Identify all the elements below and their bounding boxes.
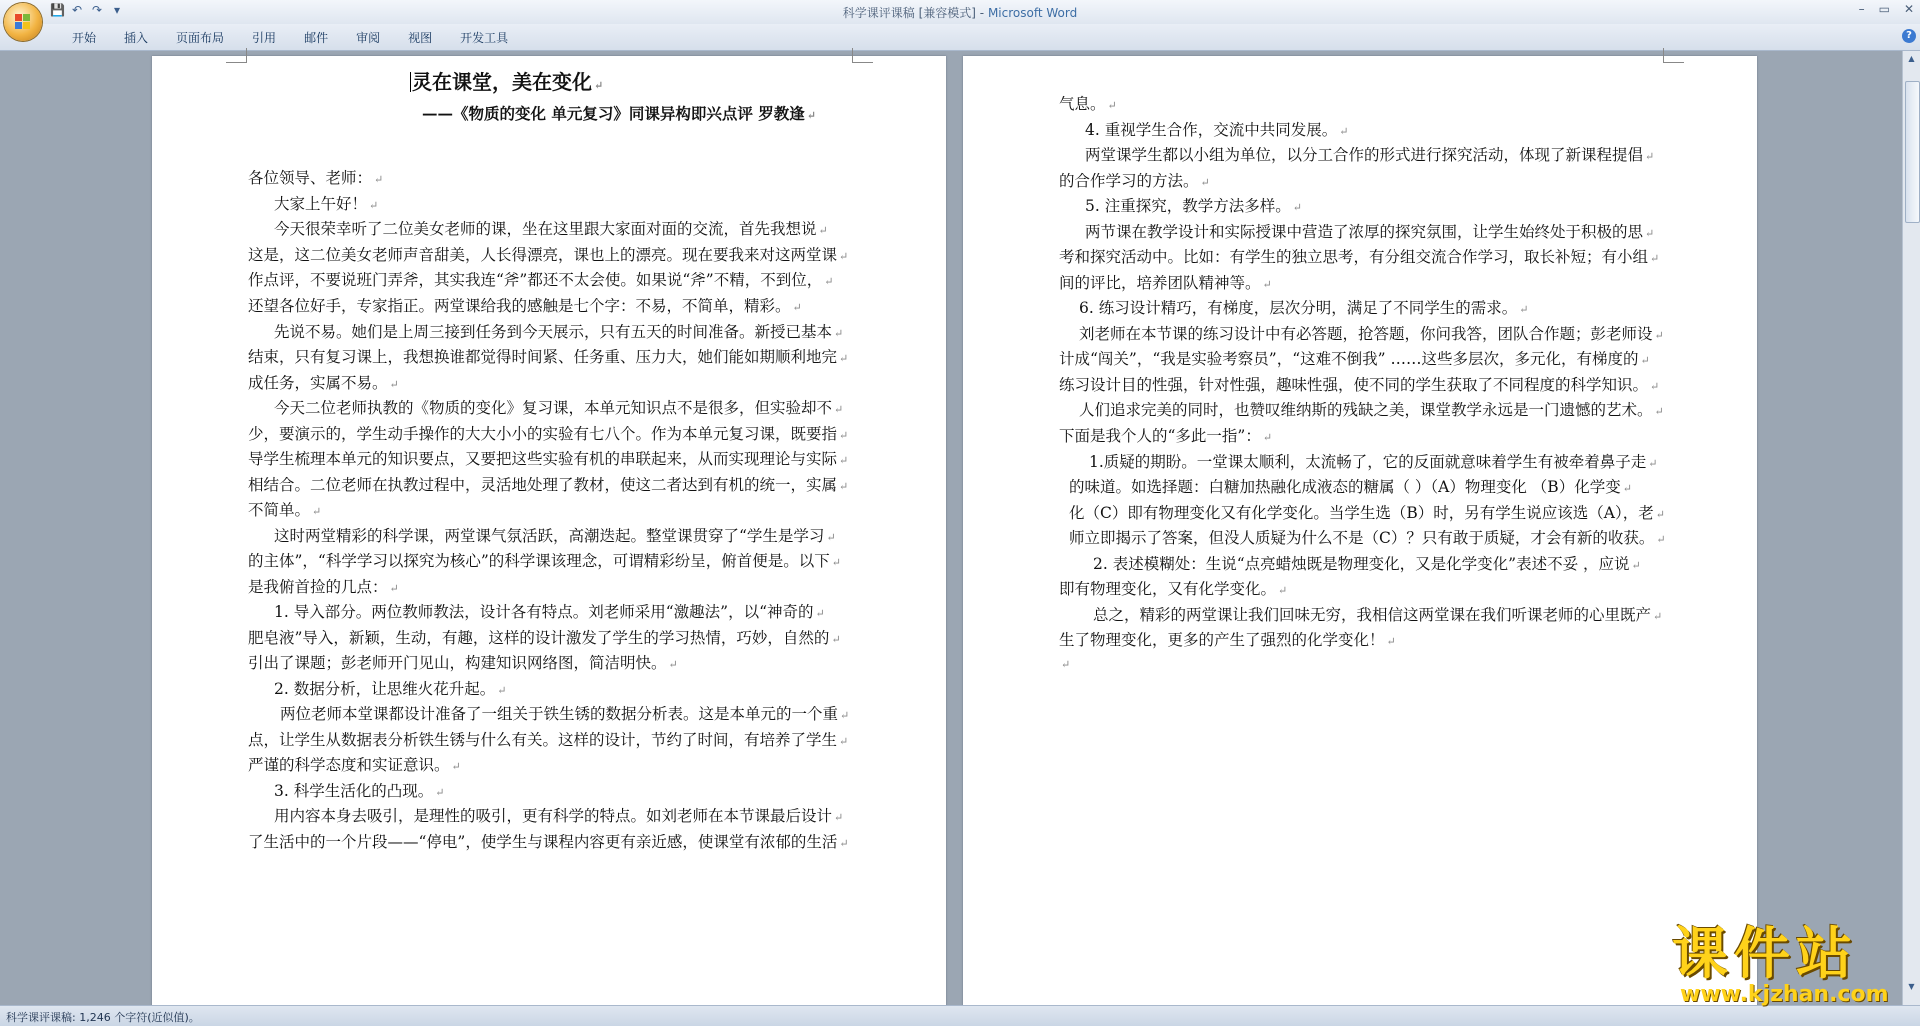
paragraph-mark: ↵: [831, 633, 841, 646]
paragraph-mark: ↵: [668, 658, 678, 671]
paragraph-line: 生了物理变化，更多的产生了强烈的化学变化！ ↵: [1059, 631, 1396, 649]
paragraph-mark: ↵: [839, 250, 849, 263]
paragraph-line: 2. 数据分析，让思维火花升起。 ↵: [274, 680, 507, 698]
paragraph-mark: ↵: [839, 837, 849, 850]
paragraph-mark: ↵: [831, 556, 841, 569]
paragraph-line: 两堂课学生都以小组为单位，以分工合作的形式进行探究活动，体现了新课程提倡 ↵: [1085, 146, 1655, 164]
document-subtitle: ——《物质的变化 单元复习》同课异构即兴点评 罗教逢 ↵: [422, 104, 817, 123]
paragraph-mark: ↵: [1339, 125, 1349, 138]
scrollbar-thumb[interactable]: [1905, 81, 1920, 223]
office-button[interactable]: [4, 3, 42, 41]
paragraph-mark: ↵: [497, 684, 507, 697]
paragraph-line: 大家上午好！ ↵: [274, 195, 379, 213]
ribbon-tab-bar: [0, 24, 1920, 51]
paragraph-line: 少，要演示的，学生动手操作的大大小小的实验有七八个。作为本单元复习课，既要指 ↵: [248, 425, 849, 443]
paragraph-mark: ↵: [834, 327, 844, 340]
paragraph-line: 2. 表述模糊处：生说“点亮蜡烛既是物理变化，又是化学变化”表述不妥 ，应说 ↵: [1093, 555, 1641, 573]
redo-icon[interactable]: ↷: [91, 3, 103, 17]
paragraph-mark: ↵: [834, 403, 844, 416]
paragraph-line: 相结合。二位老师在执教过程中，灵活地处理了教材，使这二者达到有机的统一，实属 ↵: [248, 476, 849, 494]
text-cursor: [410, 72, 411, 92]
paragraph-line: 5. 注重探究，教学方法多样。 ↵: [1085, 197, 1302, 215]
paragraph-mark: ↵: [792, 301, 802, 314]
site-watermark: [1668, 922, 1908, 1007]
paragraph-line: 成任务，实属不易。 ↵: [248, 374, 399, 392]
paragraph-line: 严谨的科学态度和实证意识。 ↵: [248, 756, 461, 774]
undo-icon[interactable]: ↶: [71, 3, 83, 17]
watermark-url: www.kjzhan.com: [1680, 982, 1889, 1007]
paragraph-mark: ↵: [312, 505, 322, 518]
help-button[interactable]: ?: [1902, 29, 1916, 43]
paragraph-mark: ↵: [824, 275, 834, 288]
paragraph-line: 结束，只有复习课上，我想换谁都觉得时间紧、任务重、压力大，她们能如期顺利地完 ↵: [248, 348, 849, 366]
paragraph-mark: ↵: [1200, 176, 1210, 189]
paragraph-mark: ↵: [1262, 278, 1272, 291]
status-bar: [0, 1005, 1920, 1026]
watermark-logo-text: 课件站: [1672, 922, 1858, 987]
paragraph-line: 考和探究活动中。比如：有学生的独立思考，有分组交流合作学习，取长补短；有小组 ↵: [1059, 248, 1660, 266]
ribbon-tab[interactable]: 邮件: [304, 31, 329, 45]
paragraph-line: 练习设计目的性强，针对性强，趣味性强，使不同的学生获取了不同程度的科学知识。 ↵: [1059, 376, 1660, 394]
paragraph-line: 师立即揭示了答案，但没人质疑为什么不是（C）？只有敢于质疑，才会有新的收获。 ↵: [1069, 529, 1666, 547]
paragraph-line: 是我俯首捡的几点： ↵: [248, 578, 399, 596]
ribbon-tab[interactable]: 页面布局: [176, 31, 225, 45]
paragraph-line: 人们追求完美的同时，也赞叹维纳斯的残缺之美，课堂教学永远是一门遗憾的艺术。 ↵: [1079, 401, 1664, 419]
paragraph-mark: ↵: [374, 173, 384, 186]
paragraph-mark: ↵: [840, 709, 850, 722]
paragraph-mark: ↵: [839, 352, 849, 365]
paragraph-line: 计成“闯关”，“我是实验考察员”，“这难不倒我” ……这些多层次，多元化，有梯度的 ↵: [1059, 350, 1650, 368]
paragraph-line: 点，让学生从数据表分析铁生锈与什么有关。这样的设计，节约了时间，有培养了学生 ↵: [248, 731, 849, 749]
paragraph-mark: ↵: [1640, 354, 1650, 367]
paragraph-mark: ↵: [1656, 533, 1666, 546]
paragraph-line: [1059, 654, 1070, 672]
paragraph-mark: ↵: [1631, 559, 1641, 572]
paragraph-line: 两位老师本堂课都设计准备了一组关于铁生锈的数据分析表。这是本单元的一个重 ↵: [280, 705, 850, 723]
paragraph-line: 3. 科学生活化的凸现。 ↵: [274, 782, 445, 800]
paragraph-mark: ↵: [1653, 610, 1663, 623]
paragraph-mark: ↵: [1655, 508, 1665, 521]
ribbon-tab[interactable]: 视图: [408, 31, 433, 45]
paragraph-line: 1. 导入部分。两位教师教法，设计各有特点。刘老师采用“激趣法”，以“神奇的 ↵: [274, 603, 825, 621]
paragraph-mark: ↵: [839, 454, 849, 467]
paragraph-line: 1.质疑的期盼。一堂课太顺利，太流畅了，它的反面就意味着学生有被牵着鼻子走 ↵: [1089, 453, 1658, 471]
word-count-status[interactable]: 科学课评课稿: 1,246 个字符(近似值)。: [6, 1011, 200, 1024]
paragraph-mark: ↵: [451, 760, 461, 773]
paragraph-line: 各位领导、老师： ↵: [248, 169, 384, 187]
paragraph-mark: ↵: [1622, 482, 1632, 495]
paragraph-mark: ↵: [1292, 201, 1302, 214]
paragraph-mark: ↵: [834, 811, 844, 824]
paragraph-line: 先说不易。她们是上周三接到任务到今天展示，只有五天的时间准备。新授已基本 ↵: [274, 323, 844, 341]
document-title: 科学课评课稿 [兼容模式]: [842, 6, 976, 20]
paragraph-line: 了生活中的一个片段——“停电”，使学生与课程内容更有亲近感，使课堂有浓郁的生活 ↵: [248, 833, 849, 851]
crop-mark: [1663, 48, 1684, 63]
paragraph-line: 今天二位老师执教的《物质的变化》复习课，本单元知识点不是很多，但实验却不 ↵: [274, 399, 844, 417]
paragraph-line: 两节课在教学设计和实际授课中营造了浓厚的探究氛围，让学生始终处于积极的思 ↵: [1085, 223, 1655, 241]
window-title: [0, 4, 1920, 21]
paragraph-mark: ↵: [839, 429, 849, 442]
title-bar: [0, 0, 1920, 24]
document-page-1[interactable]: [152, 56, 946, 1007]
paragraph-line: 用内容本身去吸引，是理性的吸引，更有科学的特点。如刘老师在本节课最后设计 ↵: [274, 807, 844, 825]
paragraph-mark: ↵: [389, 378, 399, 391]
paragraph-line: 不简单。 ↵: [248, 501, 322, 519]
paragraph-line: 作点评，不要说班门弄斧，其实我连“斧”都还不太会使。如果说“斧”不精，不到位， ↵: [248, 271, 834, 289]
ribbon-tab[interactable]: 插入: [124, 31, 149, 45]
ribbon-tab[interactable]: 审阅: [356, 31, 381, 45]
paragraph-line: 引出了课题；彭老师开门见山，构建知识网络图，简洁明快。 ↵: [248, 654, 678, 672]
paragraph-line: 的主体”，“科学学习以探究为核心”的科学课该理念，可谓精彩纷呈，俯首便是。以下 ↵: [248, 552, 841, 570]
paragraph-mark: ↵: [839, 480, 849, 493]
scroll-up-icon[interactable]: ▲: [1908, 54, 1915, 63]
paragraph-mark: ↵: [369, 199, 379, 212]
paragraph-mark: ↵: [1278, 584, 1288, 597]
paragraph-line: 这是，这二位美女老师声音甜美，人长得漂亮，课也上的漂亮。现在要我来对这两堂课 ↵: [248, 246, 849, 264]
paragraph-line: 肥皂液”导入，新颖，生动，有趣，这样的设计激发了学生的学习热情，巧妙，自然的 ↵: [248, 629, 841, 647]
paragraph-line: 即有物理变化，又有化学变化。 ↵: [1059, 580, 1288, 598]
ribbon-tab[interactable]: 引用: [252, 31, 277, 45]
paragraph-mark: ↵: [1654, 329, 1664, 342]
save-icon[interactable]: 💾: [50, 3, 65, 17]
paragraph-line: 的味道。如选择题：白糖加热融化成液态的糖属（ ）（A）物理变化 （B）化学变 ↵: [1069, 478, 1632, 496]
paragraph-mark: ↵: [815, 607, 825, 620]
maximize-button[interactable]: ▭: [1878, 2, 1890, 16]
paragraph-mark: ↵: [1645, 227, 1655, 240]
paragraph-line: 化（C）即有物理变化又有化学变化。当学生选（B）时，另有学生说应该选（A），老 ↵: [1069, 504, 1665, 522]
ribbon-tab[interactable]: 开发工具: [460, 31, 509, 45]
title-separator: -: [975, 6, 988, 20]
paragraph-mark: ↵: [818, 224, 828, 237]
paragraph-mark: ↵: [435, 786, 445, 799]
paragraph-line: 这时两堂精彩的科学课，两堂课气氛活跃，高潮迭起。整堂课贯穿了“学生是学习 ↵: [274, 527, 836, 545]
window-controls: [1859, 2, 1914, 16]
minimize-button[interactable]: –: [1858, 2, 1865, 16]
office-logo-icon: [15, 14, 31, 30]
paragraph-mark: ↵: [1650, 252, 1660, 265]
crop-mark: [852, 48, 873, 63]
paragraph-line: 4. 重视学生合作，交流中共同发展。 ↵: [1085, 121, 1349, 139]
paragraph-line: 间的评比，培养团队精神等。 ↵: [1059, 274, 1272, 292]
paragraph-mark: ↵: [839, 735, 849, 748]
paragraph-mark: ↵: [1262, 431, 1273, 444]
paragraph-mark: ↵: [1386, 635, 1396, 648]
paragraph-line: 的合作学习的方法。 ↵: [1059, 172, 1210, 190]
paragraph-mark: ↵: [826, 531, 836, 544]
paragraph-line: 6. 练习设计精巧，有梯度，层次分明，满足了不同学生的需求。 ↵: [1079, 299, 1529, 317]
scroll-down-icon[interactable]: ▼: [1908, 982, 1915, 991]
paragraph-mark: ↵: [1061, 658, 1071, 671]
document-page-2[interactable]: [963, 56, 1757, 1007]
crop-mark: [226, 48, 247, 63]
vertical-scrollbar[interactable]: [1902, 51, 1920, 1009]
paragraph-line: 下面是我个人的“多此一指”： ↵: [1059, 427, 1273, 445]
document-title-heading: 灵在课堂，美在变化 ↵: [412, 70, 604, 94]
paragraph-line: 总之，精彩的两堂课让我们回味无穷，我相信这两堂课在我们听课老师的心里既产 ↵: [1093, 606, 1663, 624]
ribbon-tabs: [58, 30, 522, 46]
paragraph-line: 导学生梳理本单元的知识要点，又要把这些实验有机的串联起来，从而实现理论与实际 ↵: [248, 450, 849, 468]
paragraph-line: 还望各位好手，专家指正。两堂课给我的感触是七个字：不易，不简单，精彩。 ↵: [248, 297, 802, 315]
paragraph-mark: ↵: [1648, 457, 1658, 470]
paragraph-mark: ↵: [1645, 150, 1655, 163]
ribbon-tab[interactable]: 开始: [72, 31, 97, 45]
paragraph-line: 气息。 ↵: [1059, 95, 1117, 113]
close-button[interactable]: ✕: [1903, 2, 1914, 16]
paragraph-mark: ↵: [1107, 99, 1117, 112]
paragraph-mark: ↵: [1654, 405, 1664, 418]
paragraph-mark: ↵: [1650, 380, 1660, 393]
app-name: Microsoft Word: [987, 6, 1078, 20]
paragraph-line: 今天很荣幸听了二位美女老师的课，坐在这里跟大家面对面的交流，首先我想说 ↵: [274, 220, 828, 238]
paragraph-mark: ↵: [1519, 303, 1529, 316]
paragraph-line: 刘老师在本节课的练习设计中有必答题，抢答题，你问我答，团队合作题；彭老师设 ↵: [1079, 325, 1664, 343]
paragraph-mark: ↵: [389, 582, 399, 595]
customize-toolbar-icon[interactable]: ▾: [113, 3, 121, 17]
